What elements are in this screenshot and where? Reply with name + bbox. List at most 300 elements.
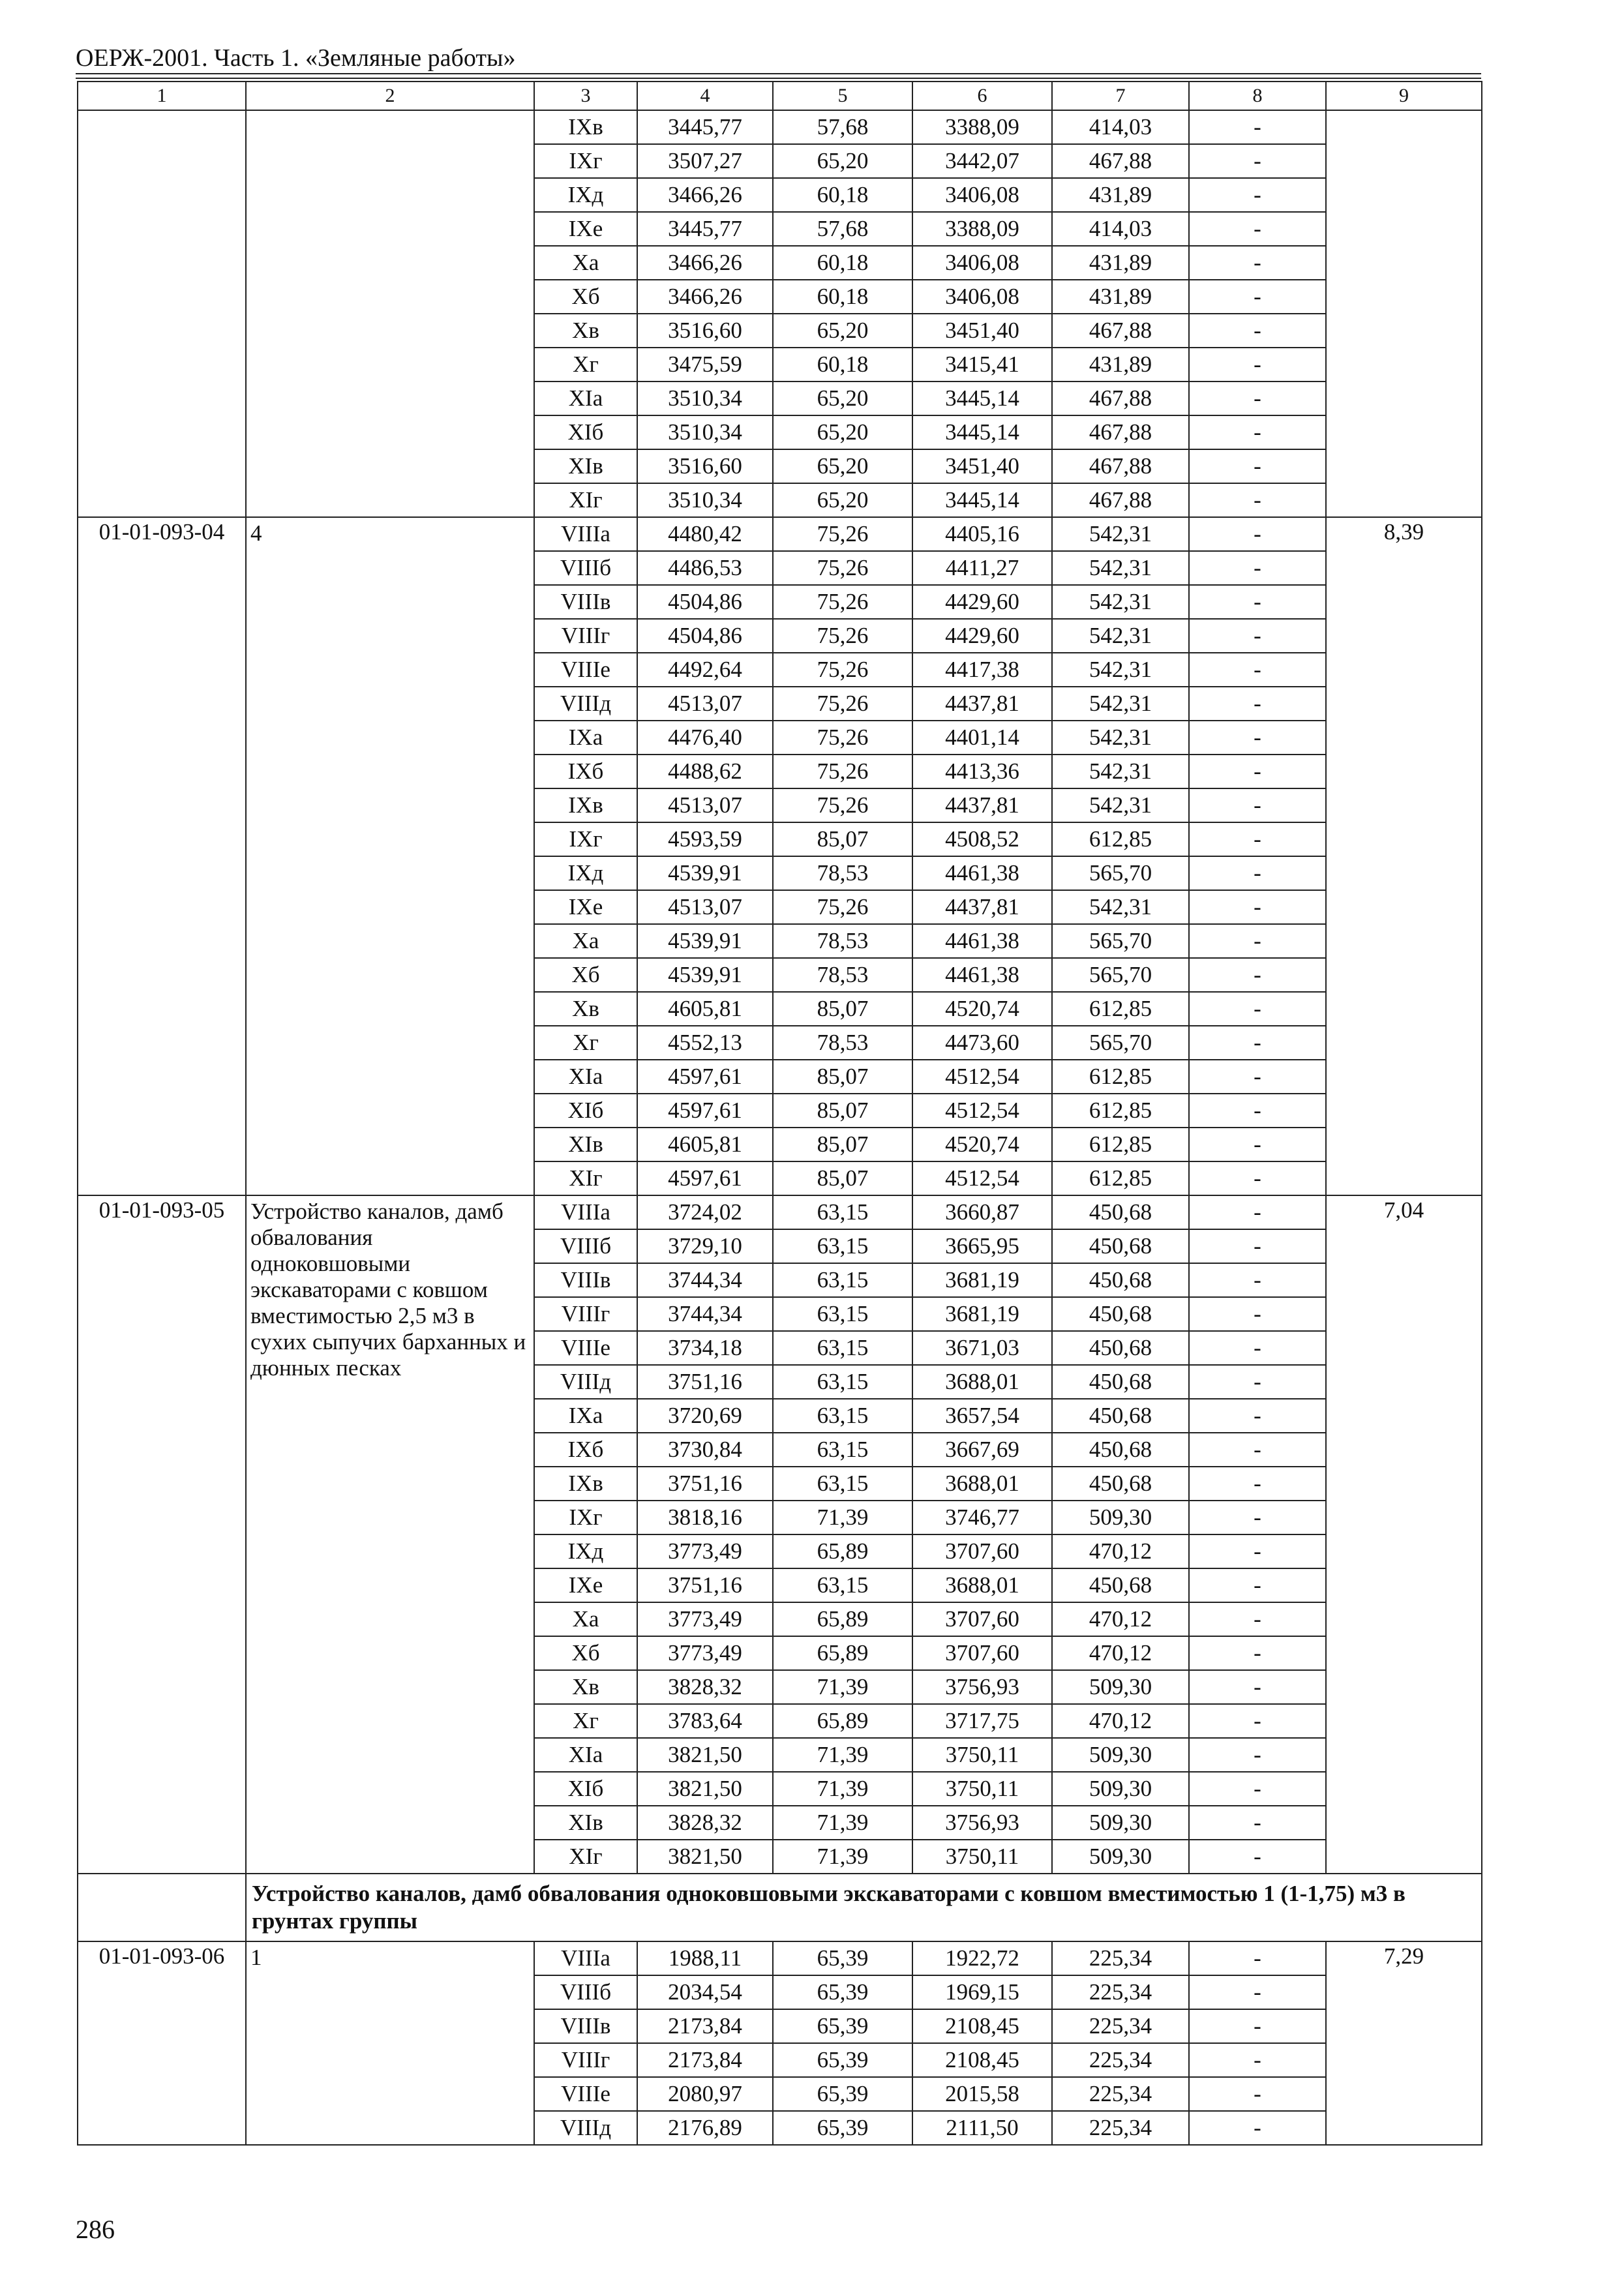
value-cell: - — [1189, 483, 1326, 517]
value-cell: VIIIб — [534, 1975, 637, 2009]
value-cell: 63,15 — [773, 1297, 912, 1331]
value-cell: 612,85 — [1052, 1060, 1189, 1094]
value-cell: - — [1189, 958, 1326, 992]
column-header-2: 2 — [246, 82, 534, 110]
value-cell: - — [1189, 1195, 1326, 1229]
value-cell: 431,89 — [1052, 348, 1189, 382]
value-cell: 71,39 — [773, 1772, 912, 1806]
value-cell: 3671,03 — [912, 1331, 1052, 1365]
value-cell: - — [1189, 2111, 1326, 2145]
value-cell: 4461,38 — [912, 958, 1052, 992]
value-cell: IXд — [534, 856, 637, 890]
code-cell: 01-01-093-04 — [78, 517, 246, 1195]
value-cell: 65,20 — [773, 415, 912, 449]
value-cell: 2015,58 — [912, 2077, 1052, 2111]
value-cell: 4417,38 — [912, 653, 1052, 687]
value-cell: 225,34 — [1052, 1975, 1189, 2009]
value-cell: 2173,84 — [637, 2009, 773, 2043]
value-cell: 3388,09 — [912, 110, 1052, 144]
value-cell: 3406,08 — [912, 246, 1052, 280]
value-cell: 75,26 — [773, 788, 912, 822]
value-cell: 4512,54 — [912, 1060, 1052, 1094]
value-cell: 3773,49 — [637, 1602, 773, 1636]
value-cell: - — [1189, 144, 1326, 178]
value-cell: 3445,14 — [912, 382, 1052, 415]
value-cell: IXб — [534, 755, 637, 788]
value-cell: - — [1189, 517, 1326, 551]
value-cell: 612,85 — [1052, 992, 1189, 1026]
value-cell: 4597,61 — [637, 1060, 773, 1094]
value-cell: 565,70 — [1052, 1026, 1189, 1060]
value-cell: Xв — [534, 314, 637, 348]
value-cell: 1922,72 — [912, 1941, 1052, 1975]
value-cell: 612,85 — [1052, 1161, 1189, 1195]
value-cell: 450,68 — [1052, 1331, 1189, 1365]
value-cell: 4513,07 — [637, 788, 773, 822]
value-cell: 450,68 — [1052, 1467, 1189, 1501]
value-cell: IXе — [534, 890, 637, 924]
value-cell: 65,39 — [773, 1941, 912, 1975]
value-cell: - — [1189, 246, 1326, 280]
value-cell: 3724,02 — [637, 1195, 773, 1229]
value-cell: 60,18 — [773, 280, 912, 314]
value-cell: 3475,59 — [637, 348, 773, 382]
value-cell: 3734,18 — [637, 1331, 773, 1365]
value-cell: - — [1189, 585, 1326, 619]
value-cell: - — [1189, 382, 1326, 415]
value-cell: 75,26 — [773, 755, 912, 788]
value-cell: 467,88 — [1052, 382, 1189, 415]
value-cell: IXа — [534, 1399, 637, 1433]
value-cell: - — [1189, 1636, 1326, 1670]
value-cell: - — [1189, 1331, 1326, 1365]
value-cell: VIIIа — [534, 517, 637, 551]
value-cell: 565,70 — [1052, 924, 1189, 958]
value-cell: 3821,50 — [637, 1772, 773, 1806]
value-cell: 225,34 — [1052, 1941, 1189, 1975]
section-heading-row — [78, 1874, 1482, 1941]
value-cell: 4605,81 — [637, 992, 773, 1026]
value-cell: 542,31 — [1052, 721, 1189, 755]
col9-cell: 8,39 — [1326, 517, 1482, 1195]
value-cell: 3744,34 — [637, 1297, 773, 1331]
value-cell: 57,68 — [773, 110, 912, 144]
value-cell: 450,68 — [1052, 1365, 1189, 1399]
value-cell: 78,53 — [773, 958, 912, 992]
value-cell: 225,34 — [1052, 2077, 1189, 2111]
value-cell: 509,30 — [1052, 1501, 1189, 1534]
code-cell: 01-01-093-05 — [78, 1195, 246, 1874]
value-cell: 65,39 — [773, 2111, 912, 2145]
value-cell: 75,26 — [773, 721, 912, 755]
value-cell: 75,26 — [773, 890, 912, 924]
value-cell: 85,07 — [773, 1161, 912, 1195]
value-cell: 4539,91 — [637, 924, 773, 958]
value-cell: IXв — [534, 110, 637, 144]
value-cell: 3657,54 — [912, 1399, 1052, 1433]
value-cell: 3688,01 — [912, 1467, 1052, 1501]
value-cell: - — [1189, 653, 1326, 687]
value-cell: - — [1189, 721, 1326, 755]
value-cell: IXе — [534, 212, 637, 246]
value-cell: 450,68 — [1052, 1195, 1189, 1229]
value-cell: - — [1189, 1975, 1326, 2009]
col9-cell: 7,04 — [1326, 1195, 1482, 1874]
value-cell: IXв — [534, 788, 637, 822]
value-cell: 542,31 — [1052, 890, 1189, 924]
value-cell: - — [1189, 687, 1326, 721]
value-cell: - — [1189, 619, 1326, 653]
value-cell: 612,85 — [1052, 1128, 1189, 1161]
value-cell: XIа — [534, 1738, 637, 1772]
value-cell: 63,15 — [773, 1433, 912, 1467]
value-cell: - — [1189, 314, 1326, 348]
value-cell: - — [1189, 280, 1326, 314]
value-cell: Xб — [534, 1636, 637, 1670]
value-cell: 65,20 — [773, 314, 912, 348]
value-cell: VIIIг — [534, 619, 637, 653]
value-cell: 467,88 — [1052, 483, 1189, 517]
value-cell: 75,26 — [773, 653, 912, 687]
value-cell: 509,30 — [1052, 1670, 1189, 1704]
value-cell: 4539,91 — [637, 958, 773, 992]
value-cell: IXа — [534, 721, 637, 755]
value-cell: 612,85 — [1052, 822, 1189, 856]
value-cell: - — [1189, 992, 1326, 1026]
value-cell: - — [1189, 1263, 1326, 1297]
value-cell: 3466,26 — [637, 246, 773, 280]
value-cell: - — [1189, 1094, 1326, 1128]
col9-cell: 7,29 — [1326, 1941, 1482, 2145]
value-cell: 60,18 — [773, 178, 912, 212]
value-cell: XIв — [534, 1806, 637, 1840]
value-cell: 542,31 — [1052, 755, 1189, 788]
value-cell: 467,88 — [1052, 449, 1189, 483]
value-cell: 63,15 — [773, 1229, 912, 1263]
column-header-6: 6 — [912, 82, 1052, 110]
value-cell: 4504,86 — [637, 585, 773, 619]
value-cell: 85,07 — [773, 1128, 912, 1161]
value-cell: 542,31 — [1052, 619, 1189, 653]
value-cell: 565,70 — [1052, 856, 1189, 890]
value-cell: 63,15 — [773, 1331, 912, 1365]
value-cell: VIIIв — [534, 2009, 637, 2043]
value-cell: 470,12 — [1052, 1534, 1189, 1568]
value-cell: 4486,53 — [637, 551, 773, 585]
value-cell: 3466,26 — [637, 280, 773, 314]
column-header-1: 1 — [78, 82, 246, 110]
value-cell: IXг — [534, 144, 637, 178]
value-cell: 225,34 — [1052, 2111, 1189, 2145]
value-cell: 612,85 — [1052, 1094, 1189, 1128]
value-cell: 4411,27 — [912, 551, 1052, 585]
value-cell: - — [1189, 1365, 1326, 1399]
value-cell: 1988,11 — [637, 1941, 773, 1975]
value-cell: 3750,11 — [912, 1840, 1052, 1874]
value-cell: 4476,40 — [637, 721, 773, 755]
description-cell: 1 — [246, 1941, 534, 2145]
value-cell: XIв — [534, 449, 637, 483]
value-cell: 4413,36 — [912, 755, 1052, 788]
value-cell: 63,15 — [773, 1399, 912, 1433]
value-cell: XIг — [534, 483, 637, 517]
value-cell: 2176,89 — [637, 2111, 773, 2145]
value-cell: 4429,60 — [912, 619, 1052, 653]
value-cell: 85,07 — [773, 992, 912, 1026]
value-cell: 71,39 — [773, 1670, 912, 1704]
value-cell: VIIIб — [534, 551, 637, 585]
page-header-title: ОЕРЖ-2001. Часть 1. «Земляные работы» — [76, 44, 516, 72]
value-cell: 542,31 — [1052, 585, 1189, 619]
value-cell: 450,68 — [1052, 1399, 1189, 1433]
value-cell: - — [1189, 924, 1326, 958]
value-cell: VIIIа — [534, 1195, 637, 1229]
value-cell: IXе — [534, 1568, 637, 1602]
value-cell: 3406,08 — [912, 178, 1052, 212]
value-cell: 65,20 — [773, 382, 912, 415]
header-rule — [76, 73, 1481, 74]
value-cell: 71,39 — [773, 1501, 912, 1534]
value-cell: 65,39 — [773, 2077, 912, 2111]
table-row — [78, 517, 1482, 551]
value-cell: - — [1189, 788, 1326, 822]
value-cell: Xв — [534, 1670, 637, 1704]
value-cell: 71,39 — [773, 1806, 912, 1840]
code-cell — [78, 110, 246, 517]
value-cell: 3510,34 — [637, 382, 773, 415]
value-cell: 4512,54 — [912, 1094, 1052, 1128]
description-cell — [246, 110, 534, 517]
column-header-9: 9 — [1326, 82, 1482, 110]
value-cell: - — [1189, 822, 1326, 856]
value-cell: 225,34 — [1052, 2043, 1189, 2077]
value-cell: 509,30 — [1052, 1840, 1189, 1874]
value-cell: 78,53 — [773, 1026, 912, 1060]
value-cell: 4473,60 — [912, 1026, 1052, 1060]
value-cell: 450,68 — [1052, 1568, 1189, 1602]
value-cell: 65,39 — [773, 2009, 912, 2043]
value-cell: 3773,49 — [637, 1534, 773, 1568]
value-cell: 3442,07 — [912, 144, 1052, 178]
value-cell: 3773,49 — [637, 1636, 773, 1670]
value-cell: - — [1189, 1704, 1326, 1738]
value-cell: 75,26 — [773, 687, 912, 721]
value-cell: 4597,61 — [637, 1161, 773, 1195]
value-cell: 4552,13 — [637, 1026, 773, 1060]
value-cell: 4520,74 — [912, 1128, 1052, 1161]
value-cell: Xв — [534, 992, 637, 1026]
value-cell: - — [1189, 212, 1326, 246]
value-cell: 3751,16 — [637, 1365, 773, 1399]
header-rule — [76, 78, 1481, 79]
value-cell: XIа — [534, 1060, 637, 1094]
description-cell: Устройство каналов, дамб обвалования одноковшовыми экскаваторами с ковшом вместимостью 2,5 м3 в сухих сыпучих барханных и дюнных песках — [246, 1195, 534, 1874]
value-cell: 467,88 — [1052, 415, 1189, 449]
value-cell: VIIIд — [534, 1365, 637, 1399]
value-cell: - — [1189, 1026, 1326, 1060]
value-cell: 3750,11 — [912, 1772, 1052, 1806]
value-cell: - — [1189, 1433, 1326, 1467]
value-cell: 450,68 — [1052, 1297, 1189, 1331]
value-cell: VIIIг — [534, 1297, 637, 1331]
value-cell: 450,68 — [1052, 1229, 1189, 1263]
value-cell: - — [1189, 1806, 1326, 1840]
value-cell: 60,18 — [773, 246, 912, 280]
value-cell: 3746,77 — [912, 1501, 1052, 1534]
value-cell: - — [1189, 1772, 1326, 1806]
column-header-8: 8 — [1189, 82, 1326, 110]
value-cell: - — [1189, 110, 1326, 144]
value-cell: 2173,84 — [637, 2043, 773, 2077]
value-cell: 3707,60 — [912, 1602, 1052, 1636]
value-cell: Xг — [534, 1704, 637, 1738]
value-cell: XIа — [534, 382, 637, 415]
col9-cell — [1326, 110, 1482, 517]
value-cell: IXд — [534, 1534, 637, 1568]
value-cell: 3681,19 — [912, 1263, 1052, 1297]
value-cell: - — [1189, 415, 1326, 449]
value-cell: 467,88 — [1052, 144, 1189, 178]
value-cell: 3445,14 — [912, 415, 1052, 449]
value-cell: 3729,10 — [637, 1229, 773, 1263]
value-cell: 3681,19 — [912, 1297, 1052, 1331]
value-cell: 470,12 — [1052, 1636, 1189, 1670]
column-header-3: 3 — [534, 82, 637, 110]
value-cell: 63,15 — [773, 1365, 912, 1399]
value-cell: 3516,60 — [637, 449, 773, 483]
value-cell: 75,26 — [773, 551, 912, 585]
value-cell: VIIIе — [534, 1331, 637, 1365]
value-cell: 3717,75 — [912, 1704, 1052, 1738]
value-cell: 431,89 — [1052, 280, 1189, 314]
value-cell: VIIIе — [534, 2077, 637, 2111]
value-cell: - — [1189, 1568, 1326, 1602]
value-cell: - — [1189, 1467, 1326, 1501]
value-cell: 3665,95 — [912, 1229, 1052, 1263]
value-cell: 542,31 — [1052, 517, 1189, 551]
code-cell: 01-01-093-06 — [78, 1941, 246, 2145]
value-cell: IXг — [534, 822, 637, 856]
value-cell: 3510,34 — [637, 483, 773, 517]
value-cell: 3707,60 — [912, 1534, 1052, 1568]
value-cell: 3388,09 — [912, 212, 1052, 246]
value-cell: 4461,38 — [912, 924, 1052, 958]
column-header-row — [78, 82, 1482, 110]
value-cell: 65,89 — [773, 1636, 912, 1670]
value-cell: 4605,81 — [637, 1128, 773, 1161]
value-cell: - — [1189, 1060, 1326, 1094]
value-cell: 4461,38 — [912, 856, 1052, 890]
value-cell: 4512,54 — [912, 1161, 1052, 1195]
value-cell: - — [1189, 1229, 1326, 1263]
value-cell: 467,88 — [1052, 314, 1189, 348]
page-number: 286 — [76, 2215, 115, 2244]
value-cell: 4437,81 — [912, 788, 1052, 822]
value-cell: - — [1189, 1399, 1326, 1433]
value-cell: - — [1189, 1941, 1326, 1975]
value-cell: XIб — [534, 1094, 637, 1128]
value-cell: 3451,40 — [912, 314, 1052, 348]
value-cell: 225,34 — [1052, 2009, 1189, 2043]
table-row — [78, 1195, 1482, 1229]
value-cell: 3445,14 — [912, 483, 1052, 517]
value-cell: 3516,60 — [637, 314, 773, 348]
value-cell: - — [1189, 1128, 1326, 1161]
value-cell: 3507,27 — [637, 144, 773, 178]
value-cell: 470,12 — [1052, 1704, 1189, 1738]
value-cell: 3688,01 — [912, 1365, 1052, 1399]
value-cell: - — [1189, 1161, 1326, 1195]
value-cell: - — [1189, 1738, 1326, 1772]
value-cell: 65,89 — [773, 1534, 912, 1568]
section-heading-blank — [78, 1874, 246, 1941]
value-cell: 75,26 — [773, 619, 912, 653]
value-cell: 3406,08 — [912, 280, 1052, 314]
value-cell: 71,39 — [773, 1738, 912, 1772]
value-cell: 3688,01 — [912, 1568, 1052, 1602]
value-cell: 414,03 — [1052, 212, 1189, 246]
value-cell: - — [1189, 348, 1326, 382]
value-cell: 4437,81 — [912, 890, 1052, 924]
value-cell: 431,89 — [1052, 246, 1189, 280]
value-cell: - — [1189, 449, 1326, 483]
value-cell: - — [1189, 1534, 1326, 1568]
value-cell: 3744,34 — [637, 1263, 773, 1297]
section-heading: Устройство каналов, дамб обвалования одноковшовыми экскаваторами с ковшом вместимостью 1 (1-1,75) м3 в грунтах группы — [246, 1874, 1482, 1941]
value-cell: 3466,26 — [637, 178, 773, 212]
value-cell: 3510,34 — [637, 415, 773, 449]
value-cell: 65,20 — [773, 144, 912, 178]
value-cell: 71,39 — [773, 1840, 912, 1874]
column-header-4: 4 — [637, 82, 773, 110]
value-cell: IXв — [534, 1467, 637, 1501]
value-cell: Xб — [534, 280, 637, 314]
value-cell: VIIIб — [534, 1229, 637, 1263]
value-cell: 3821,50 — [637, 1738, 773, 1772]
value-cell: 542,31 — [1052, 788, 1189, 822]
value-cell: 65,39 — [773, 1975, 912, 2009]
value-cell: IXб — [534, 1433, 637, 1467]
value-cell: XIв — [534, 1128, 637, 1161]
value-cell: 78,53 — [773, 856, 912, 890]
value-cell: 3821,50 — [637, 1840, 773, 1874]
value-cell: 65,20 — [773, 449, 912, 483]
value-cell: - — [1189, 1501, 1326, 1534]
value-cell: - — [1189, 1297, 1326, 1331]
value-cell: XIг — [534, 1840, 637, 1874]
value-cell: 4593,59 — [637, 822, 773, 856]
value-cell: XIг — [534, 1161, 637, 1195]
value-cell: 3750,11 — [912, 1738, 1052, 1772]
value-cell: 3730,84 — [637, 1433, 773, 1467]
value-cell: 4429,60 — [912, 585, 1052, 619]
value-cell: 65,89 — [773, 1704, 912, 1738]
value-cell: 4401,14 — [912, 721, 1052, 755]
value-cell: 75,26 — [773, 585, 912, 619]
value-cell: 65,89 — [773, 1602, 912, 1636]
value-cell: 470,12 — [1052, 1602, 1189, 1636]
value-cell: 4480,42 — [637, 517, 773, 551]
value-cell: VIIIа — [534, 1941, 637, 1975]
value-cell: - — [1189, 1670, 1326, 1704]
value-cell: 65,20 — [773, 483, 912, 517]
value-cell: VIIIв — [534, 1263, 637, 1297]
value-cell: IXд — [534, 178, 637, 212]
value-cell: 4513,07 — [637, 687, 773, 721]
column-header-5: 5 — [773, 82, 912, 110]
value-cell: 542,31 — [1052, 551, 1189, 585]
value-cell: 85,07 — [773, 822, 912, 856]
